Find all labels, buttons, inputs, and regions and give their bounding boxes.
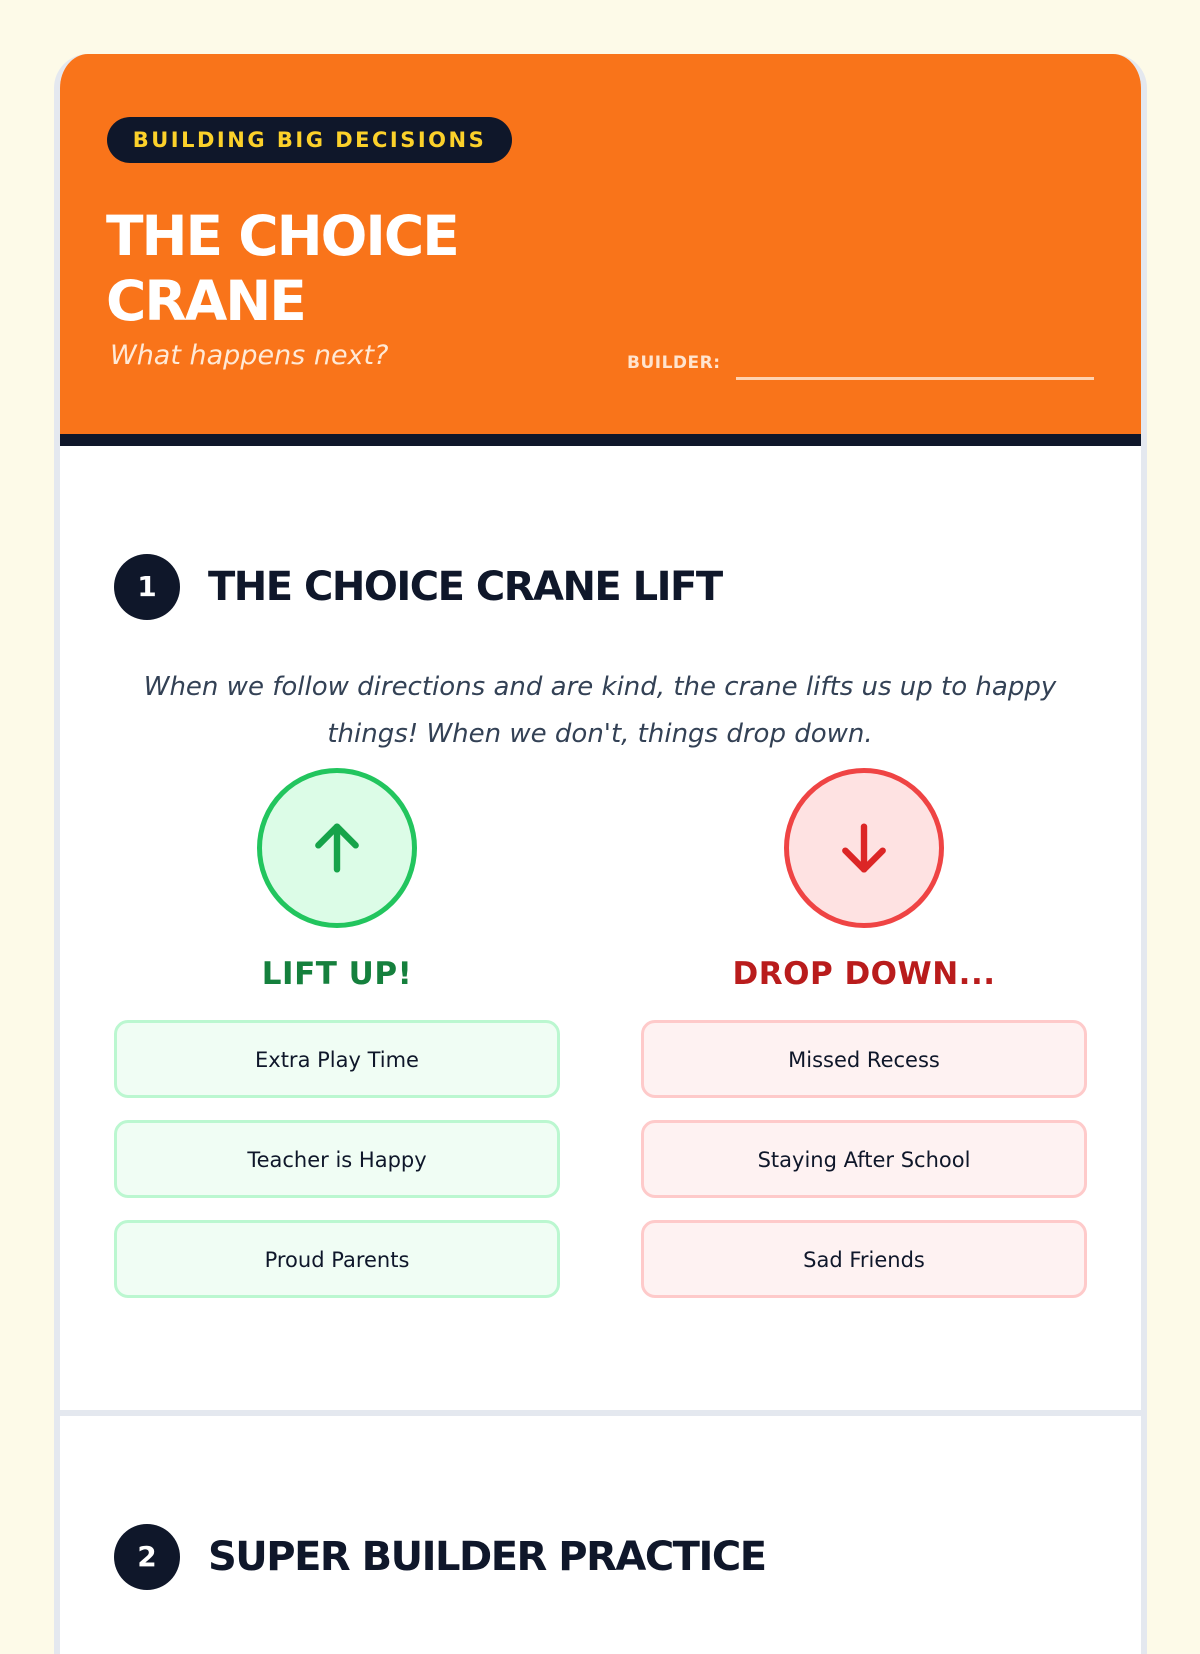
arrow-up-icon [305,816,369,880]
lift-up-badge [257,768,417,928]
page-subtitle: What happens next? [110,340,389,371]
section-number: 1 [114,554,180,620]
drop-down-label: DROP DOWN... [732,956,996,992]
arrow-down-icon [832,816,896,880]
drop-down-item: Staying After School [641,1120,1087,1198]
section-super-builder-practice [60,1416,1141,1654]
drop-down-item: Sad Friends [641,1220,1087,1298]
section-number: 2 [114,1524,180,1590]
lift-up-item: Proud Parents [114,1220,560,1298]
worksheet [54,54,1147,1654]
header-tag: BUILDING BIG DECISIONS [107,117,512,163]
builder-label: BUILDER: [627,353,721,373]
drop-down-column [641,768,1087,1320]
header-banner [54,54,1147,446]
builder-name-field[interactable] [736,377,1094,380]
section-title: THE CHOICE CRANE LIFT [208,564,722,610]
drop-down-badge [784,768,944,928]
lift-up-item: Teacher is Happy [114,1120,560,1198]
lift-up-label: LIFT UP! [261,956,413,992]
lift-up-item: Extra Play Time [114,1020,560,1098]
drop-down-item: Missed Recess [641,1020,1087,1098]
section-title: SUPER BUILDER PRACTICE [208,1534,766,1580]
page-title: THE CHOICE CRANE [106,204,458,333]
lift-up-column [114,768,560,1320]
section-intro: When we follow directions and are kind, the crane lifts us up to happy things! When we don't, things drop down. [143,672,1057,749]
section-choice-crane-lift [60,446,1141,1392]
